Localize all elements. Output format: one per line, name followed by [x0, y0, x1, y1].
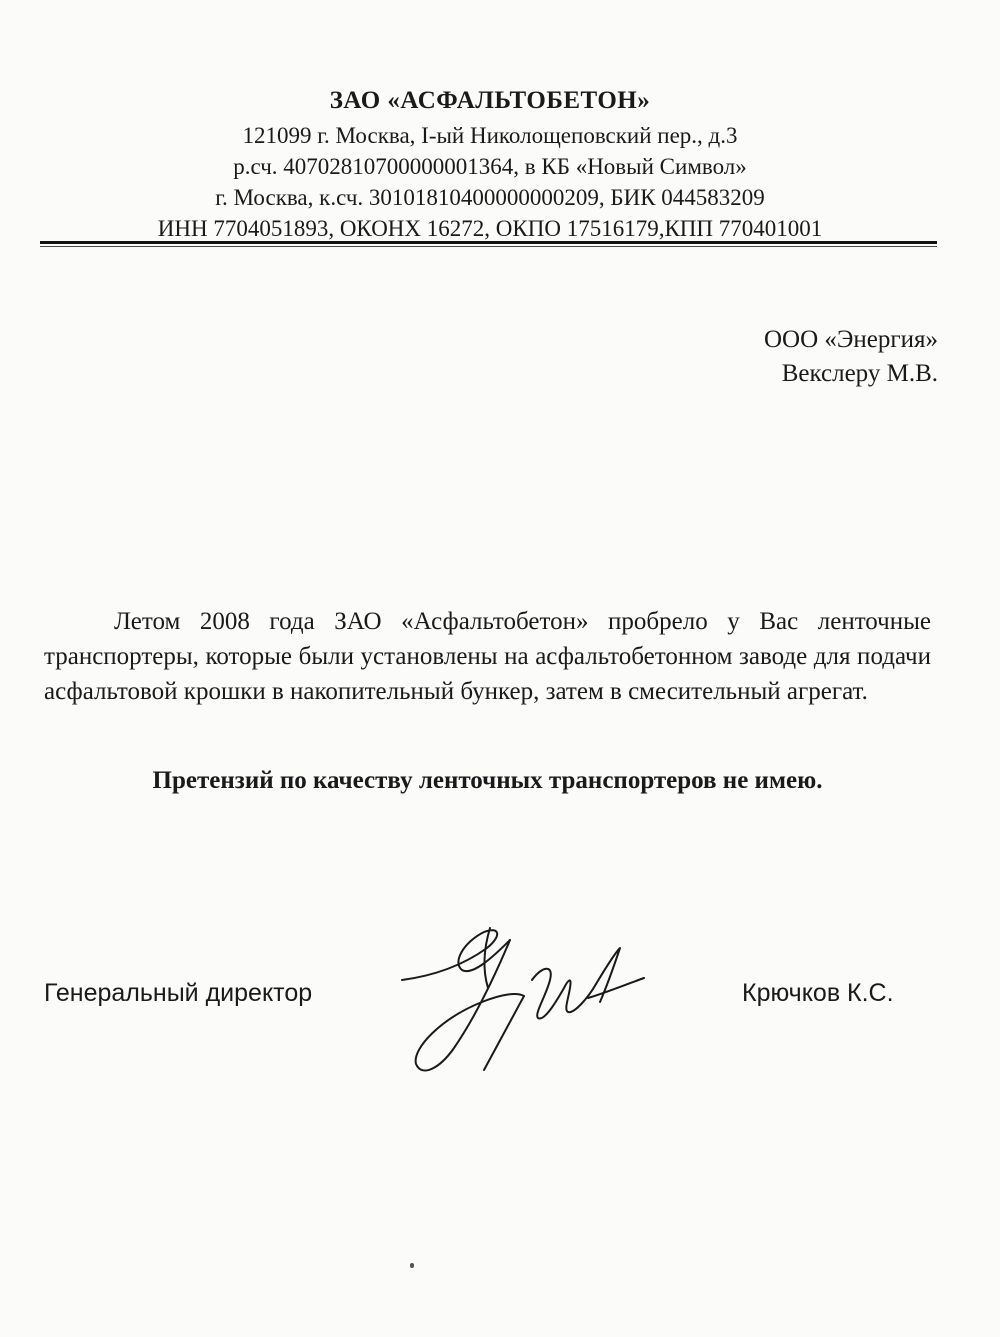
signer-name: Крючков К.С. — [742, 979, 894, 1007]
claim-statement: Претензий по качеству ленточных транспортеров не имею. — [152, 767, 823, 794]
company-codes: ИНН 7704051893, ОКОНХ 16272, ОКПО 17516179,КПП 770401001 — [157, 216, 823, 241]
company-name: ЗАО «АСФАЛЬТОБЕТОН» — [329, 87, 651, 114]
letter-body: Летом 2008 года ЗАО «Асфальтобетон» пробрело у Вас ленточные транспортеры, которые были установлены на асфальтобетонном заводе для подачи асфальтовой крошки в накопительный бункер, затем в смесительный агрегат. — [44, 608, 931, 705]
company-address: 121099 г. Москва, I-ый Николощеповский пер., д.3 — [242, 123, 738, 148]
letterhead-divider-thin — [40, 246, 937, 247]
letterhead-divider — [40, 241, 937, 244]
handwritten-signature — [392, 918, 652, 1088]
letterhead — [40, 86, 940, 244]
addressee-block — [764, 323, 938, 391]
addressee-organization: ООО «Энергия» — [763, 326, 938, 353]
addressee-person: Векслеру М.В. — [781, 360, 938, 387]
signer-position: Генеральный директор — [44, 979, 313, 1007]
company-bank: г. Москва, к.сч. 30101810400000000209, БИК 044583209 — [215, 185, 765, 210]
company-account: р.сч. 40702810700000001364, в КБ «Новый Символ» — [233, 154, 747, 179]
scan-speck — [410, 1263, 414, 1268]
